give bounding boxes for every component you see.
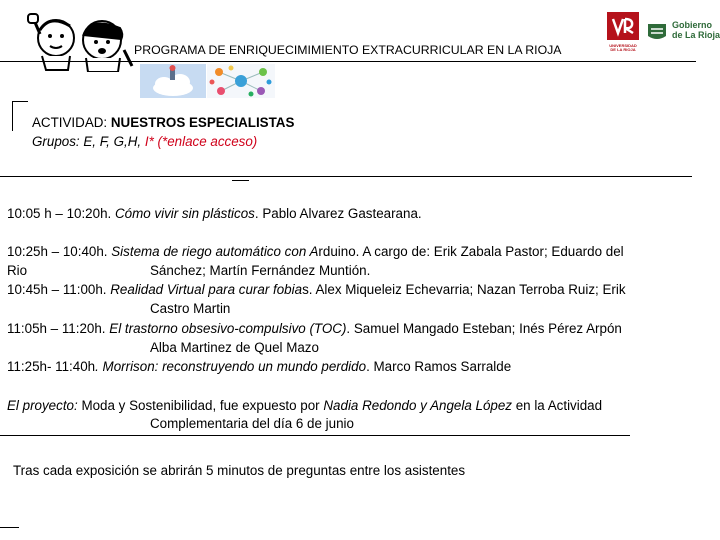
project-text-end: en la Actividad	[511, 398, 603, 413]
schedule-item-cont: Castro Martin	[150, 301, 231, 316]
project-label: El proyecto:	[7, 398, 78, 413]
schedule-item-cont: Alba Martinez de Quel Mazo	[150, 340, 319, 355]
schedule-item	[7, 244, 624, 259]
schedule-item-cont-prefix: Rio	[7, 263, 28, 278]
schedule-divider-top	[0, 176, 692, 177]
schedule-time: 11:05h – 11:20h.	[7, 321, 110, 336]
gobierno-label-1: Gobierno	[672, 20, 712, 30]
schedule-speakers: s. Alex Miqueleiz Echevarria; Nazan Terroba Ruiz; Erik	[302, 282, 626, 297]
schedule-title: Cómo vivir sin plásticos	[114, 206, 255, 221]
schedule-divider-bottom	[0, 435, 630, 436]
university-label: UNIVERSIDAD DE LA RIOJA	[609, 43, 637, 52]
schedule-speakers: . Marco Ramos Sarralde	[366, 359, 512, 374]
dash-mark-1	[232, 180, 249, 181]
project-cont: Complementaria del día 6 de junio	[150, 416, 354, 431]
schedule-title: Sistema de riego automático con A	[111, 244, 319, 259]
schedule-speakers: . Pablo Alvarez Gastearana.	[254, 206, 422, 221]
schedule-item	[7, 359, 511, 374]
cloud-image	[140, 64, 206, 98]
schedule-title: El trastorno obsesivo-compulsivo (TOC)	[109, 321, 347, 336]
header-divider	[0, 61, 696, 62]
schedule-item	[7, 321, 622, 336]
schedule-time: 10:45h – 11:00h.	[7, 282, 111, 297]
activity-name: NUESTROS ESPECIALISTAS	[110, 115, 295, 130]
dash-mark-2	[0, 527, 19, 528]
activity-bracket-left	[12, 101, 13, 131]
activity-label: ACTIVIDAD:	[32, 115, 111, 130]
activity-heading	[32, 115, 294, 130]
university-logo	[606, 11, 640, 52]
activity-groups	[32, 134, 257, 149]
activity-bracket-top	[12, 101, 28, 102]
gobierno-label-2: de La Rioja	[672, 30, 720, 40]
project-text: Moda y Sostenibilidad, fue expuesto por	[77, 398, 324, 413]
gobierno-logo	[646, 18, 720, 44]
schedule-item	[7, 206, 422, 221]
schedule-speakers: rduino. A cargo de: Erik Zabala Pastor; Eduardo del	[318, 244, 624, 259]
program-title: PROGRAMA DE ENRIQUECIMIMIENTO EXTRACURRICULAR EN LA RIOJA	[134, 43, 562, 57]
schedule-time: 10:05 h – 10:20h.	[7, 206, 115, 221]
groups-access-link[interactable]: I* (*enlace acceso)	[144, 134, 258, 149]
footer-note: Tras cada exposición se abrirán 5 minutos de preguntas entre los asistentes	[13, 463, 466, 478]
schedule-title: . Morrison: reconstruyendo un mundo perdido	[95, 359, 367, 374]
project-line	[7, 398, 602, 413]
schedule-time: 11:25h- 11:40h	[7, 359, 96, 374]
schedule-time: 10:25h – 10:40h.	[7, 244, 112, 259]
schedule-speakers: . Samuel Mangado Esteban; Inés Pérez Arpón	[346, 321, 622, 336]
groups-list: Grupos: E, F, G,H,	[32, 134, 145, 149]
schedule-title: Realidad Virtual para curar fobia	[110, 282, 303, 297]
project-authors: Nadia Redondo y Angela López	[323, 398, 512, 413]
network-image	[207, 64, 275, 98]
schedule-item	[7, 282, 626, 297]
schedule-item-cont: Sánchez; Martín Fernández Muntión.	[150, 263, 371, 278]
kids-logo	[20, 10, 138, 72]
